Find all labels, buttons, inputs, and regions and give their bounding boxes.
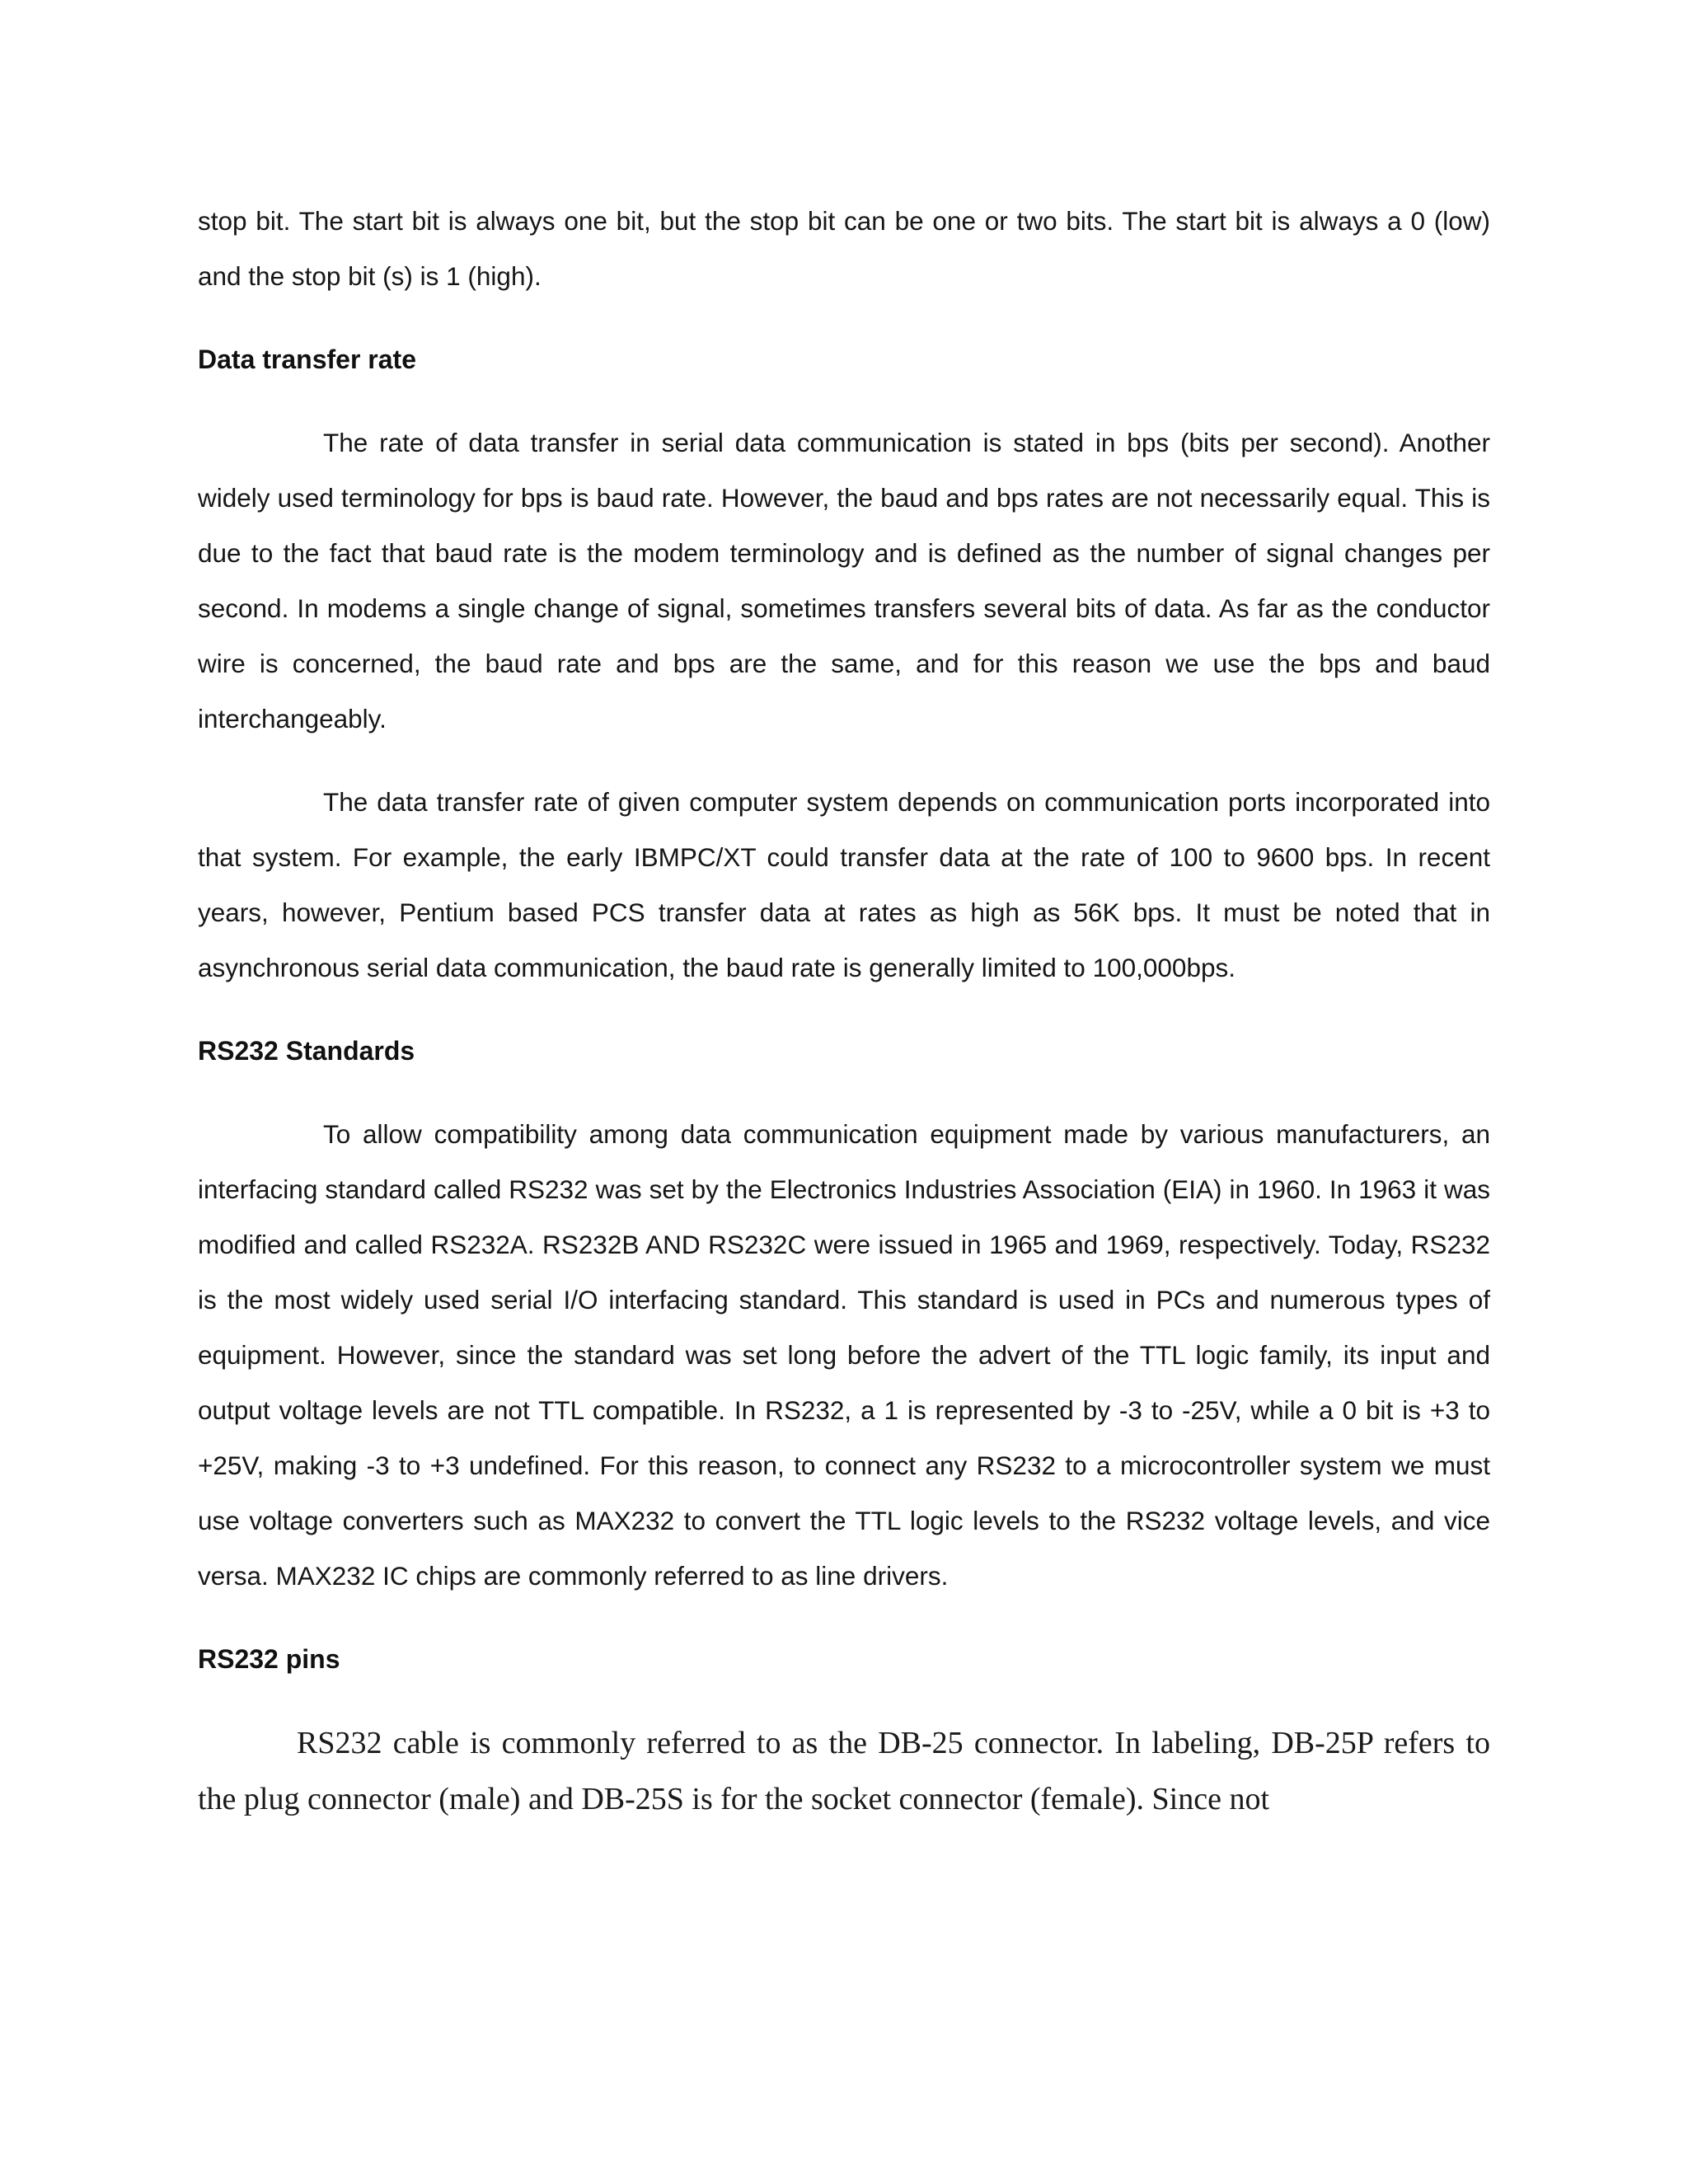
paragraph-rs232-history: To allow compatibility among data communication equipment made by various manufacturers, an interfacing standard called RS232 was set by the Electronics Industries Association (EIA) in 1960. In 1963 it was modified and called RS232A. RS232B AND RS232C were issued in 1965 and 1969, respectively. Today, RS232 is the most widely used serial I/O interfacing standard. This standard is used in PCs and numerous types of equipment. However, since the standard was set long before the advert of the TTL logic family, its input and output voltage levels are not TTL compatible. In RS232, a 1 is represented by -3 to -25V, while a 0 bit is +3 to +25V, making -3 to +3 undefined. For this reason, to connect any RS232 to a microcontroller system we must use voltage converters such as MAX232 to convert the TTL logic levels to the RS232 voltage levels, and vice versa. MAX232 IC chips are commonly referred to as line drivers. [198,1119,1490,1591]
heading-rs232-pins: RS232 pins [198,1644,340,1674]
paragraph-baud-rate: The rate of data transfer in serial data communication is stated in bps (bits per second). Another widely used terminology for bps is baud rate. However, the baud and bps rates are not necessarily equal. This is due to the fact that baud rate is the modem terminology and is defined as the number of signal changes per second. In modems a single change of signal, sometimes transfers several bits of data. As far as the conductor wire is concerned, the baud rate and bps are the same, and for this reason we use the bps and baud interchangeably. [198,428,1490,733]
paragraph-db25-connector: RS232 cable is commonly referred to as the DB-25 connector. In labeling, DB-25P refers to the plug connector (male) and DB-25S is for the socket connector (female). Since not [198,1726,1490,1816]
section-gap [198,387,1490,415]
document-body [198,194,1490,1827]
paragraph-transfer-rate-ports: The data transfer rate of given computer system depends on communication ports incorporated into that system. For example, the early IBMPC/XT could transfer data at the rate of 100 to 9600 bps. In recent years, however, Pentium based PCS transfer data at rates as high as 56K bps. It must be noted that in asynchronous serial data communication, the baud rate is generally limited to 100,000bps. [198,787,1490,982]
section-gap [198,1687,1490,1715]
section-gap [198,304,1490,332]
section-gap [198,1079,1490,1107]
intro-paragraph: stop bit. The start bit is always one bit, but the stop bit can be one or two bits. The start bit is always a 0 (low) and the stop bit (s) is 1 (high). [198,206,1490,291]
paragraph-gap [198,747,1490,775]
section-gap [198,1604,1490,1632]
heading-data-transfer-rate: Data transfer rate [198,344,416,374]
section-gap [198,996,1490,1024]
heading-rs232-standards: RS232 Standards [198,1036,415,1066]
